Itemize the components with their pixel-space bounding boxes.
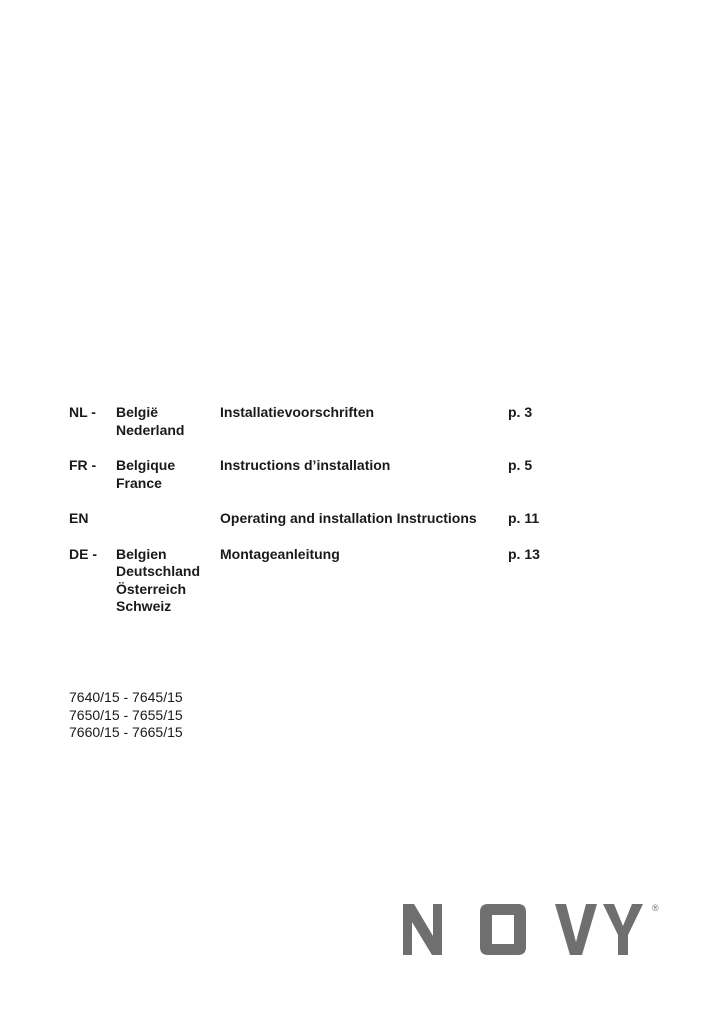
country-name: Schweiz [116,598,172,614]
toc-row-fr [69,457,589,492]
language-code: DE - [69,545,97,562]
novy-logo-graphic [400,900,660,960]
page-reference: p. 3 [508,404,533,420]
country-list [116,546,220,616]
section-title: Installatievoorschriften [220,404,375,420]
model-number-line: 7660/15 - 7665/15 [69,724,183,740]
country-list [116,510,220,528]
language-code: FR - [69,457,97,473]
country-list [116,404,220,439]
country-name: Belgique [116,457,176,473]
country-name: Belgien [116,545,167,562]
page-reference: p. 13 [508,545,540,562]
page-reference: p. 11 [508,510,540,526]
page-reference: p. 5 [508,457,533,473]
country-name: France [116,474,162,491]
section-title: Montageanleitung [220,545,340,562]
section-title: Operating and installation Instructions [220,510,477,526]
language-index [69,404,589,634]
section-title: Instructions d’installation [220,457,391,473]
model-number-line: 7640/15 - 7645/15 [69,689,183,705]
novy-logo [400,900,660,965]
toc-row-nl [69,404,589,439]
country-list [116,457,220,492]
model-numbers [69,689,183,742]
country-name: Deutschland [116,563,201,579]
country-name: Österreich [116,580,187,597]
registered-trademark-mark: ® [652,903,659,913]
model-number-line: 7650/15 - 7655/15 [69,706,183,723]
toc-row-en [69,510,589,528]
toc-row-de [69,546,589,616]
language-code: EN [69,510,89,526]
country-name: België [116,404,159,420]
country-name: Nederland [116,421,185,438]
language-code: NL - [69,404,96,420]
